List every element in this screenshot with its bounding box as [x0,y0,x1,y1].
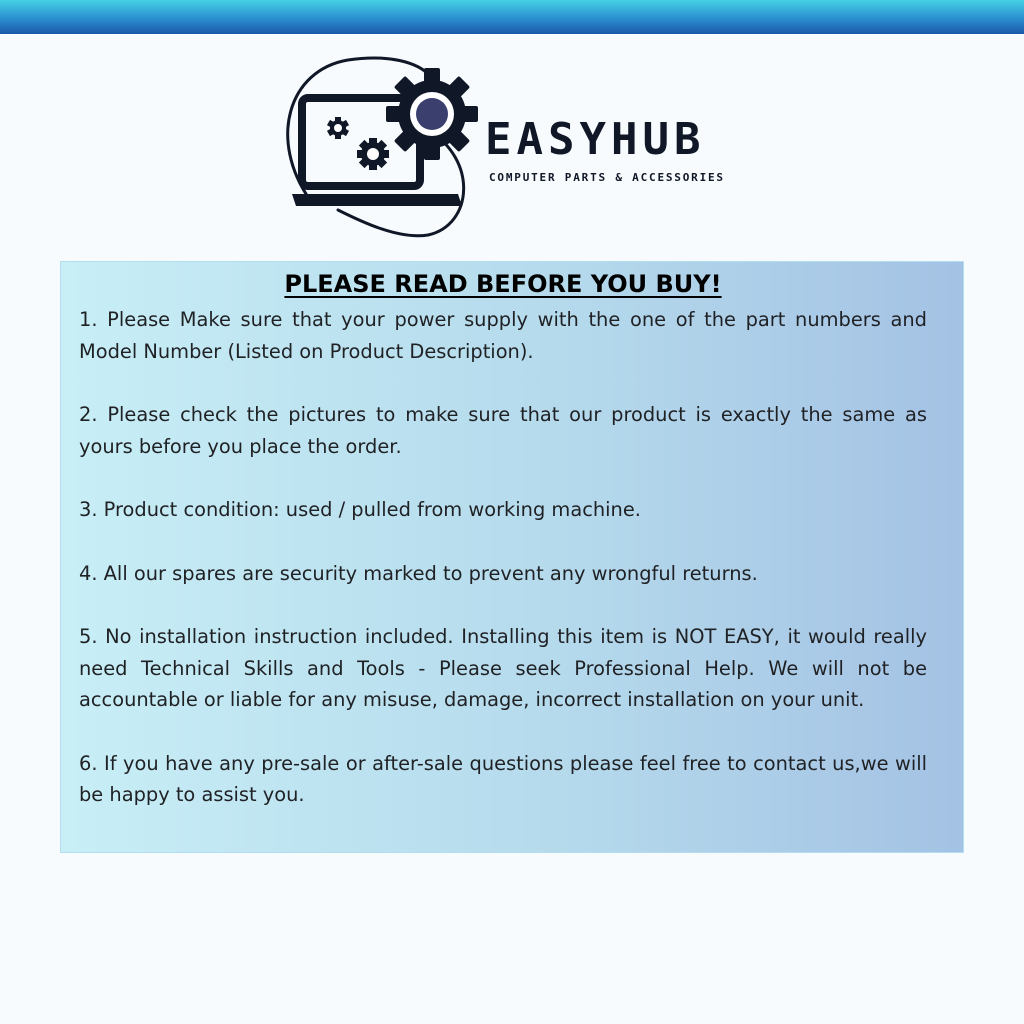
notice-item-6: 6. If you have any pre-sale or after-sale questions please feel free to contact us,we will be happy to assist you. [79,751,927,806]
notice-item-1: 1. Please Make sure that your power supply with the one of the part numbers and Model Number (Listed on Product Description). [79,308,927,363]
notice-item-3: 3. Product condition: used / pulled from working machine. [79,498,641,521]
brand-logo [278,50,758,240]
notice-item-5: 5. No installation instruction included. Installing this item is NOT EASY, it would really need Technical Skills and Tools - Please seek Professional Help. We will not be accountable or liable for any misuse, damage, incorrect installation on your unit. [79,625,927,711]
brand-name: EASYHUB [485,114,706,165]
notice-box [60,261,964,853]
notice-item-2: 2. Please check the pictures to make sure that our product is exactly the same as yours before you place the order. [79,403,927,458]
notice-title: PLEASE READ BEFORE YOU BUY! [284,270,722,298]
laptop-gears-icon [278,50,478,240]
brand-tagline: COMPUTER PARTS & ACCESSORIES [489,171,725,184]
notice-item-4: 4. All our spares are security marked to prevent any wrongful returns. [79,561,758,585]
top-header-bar [0,0,1024,34]
